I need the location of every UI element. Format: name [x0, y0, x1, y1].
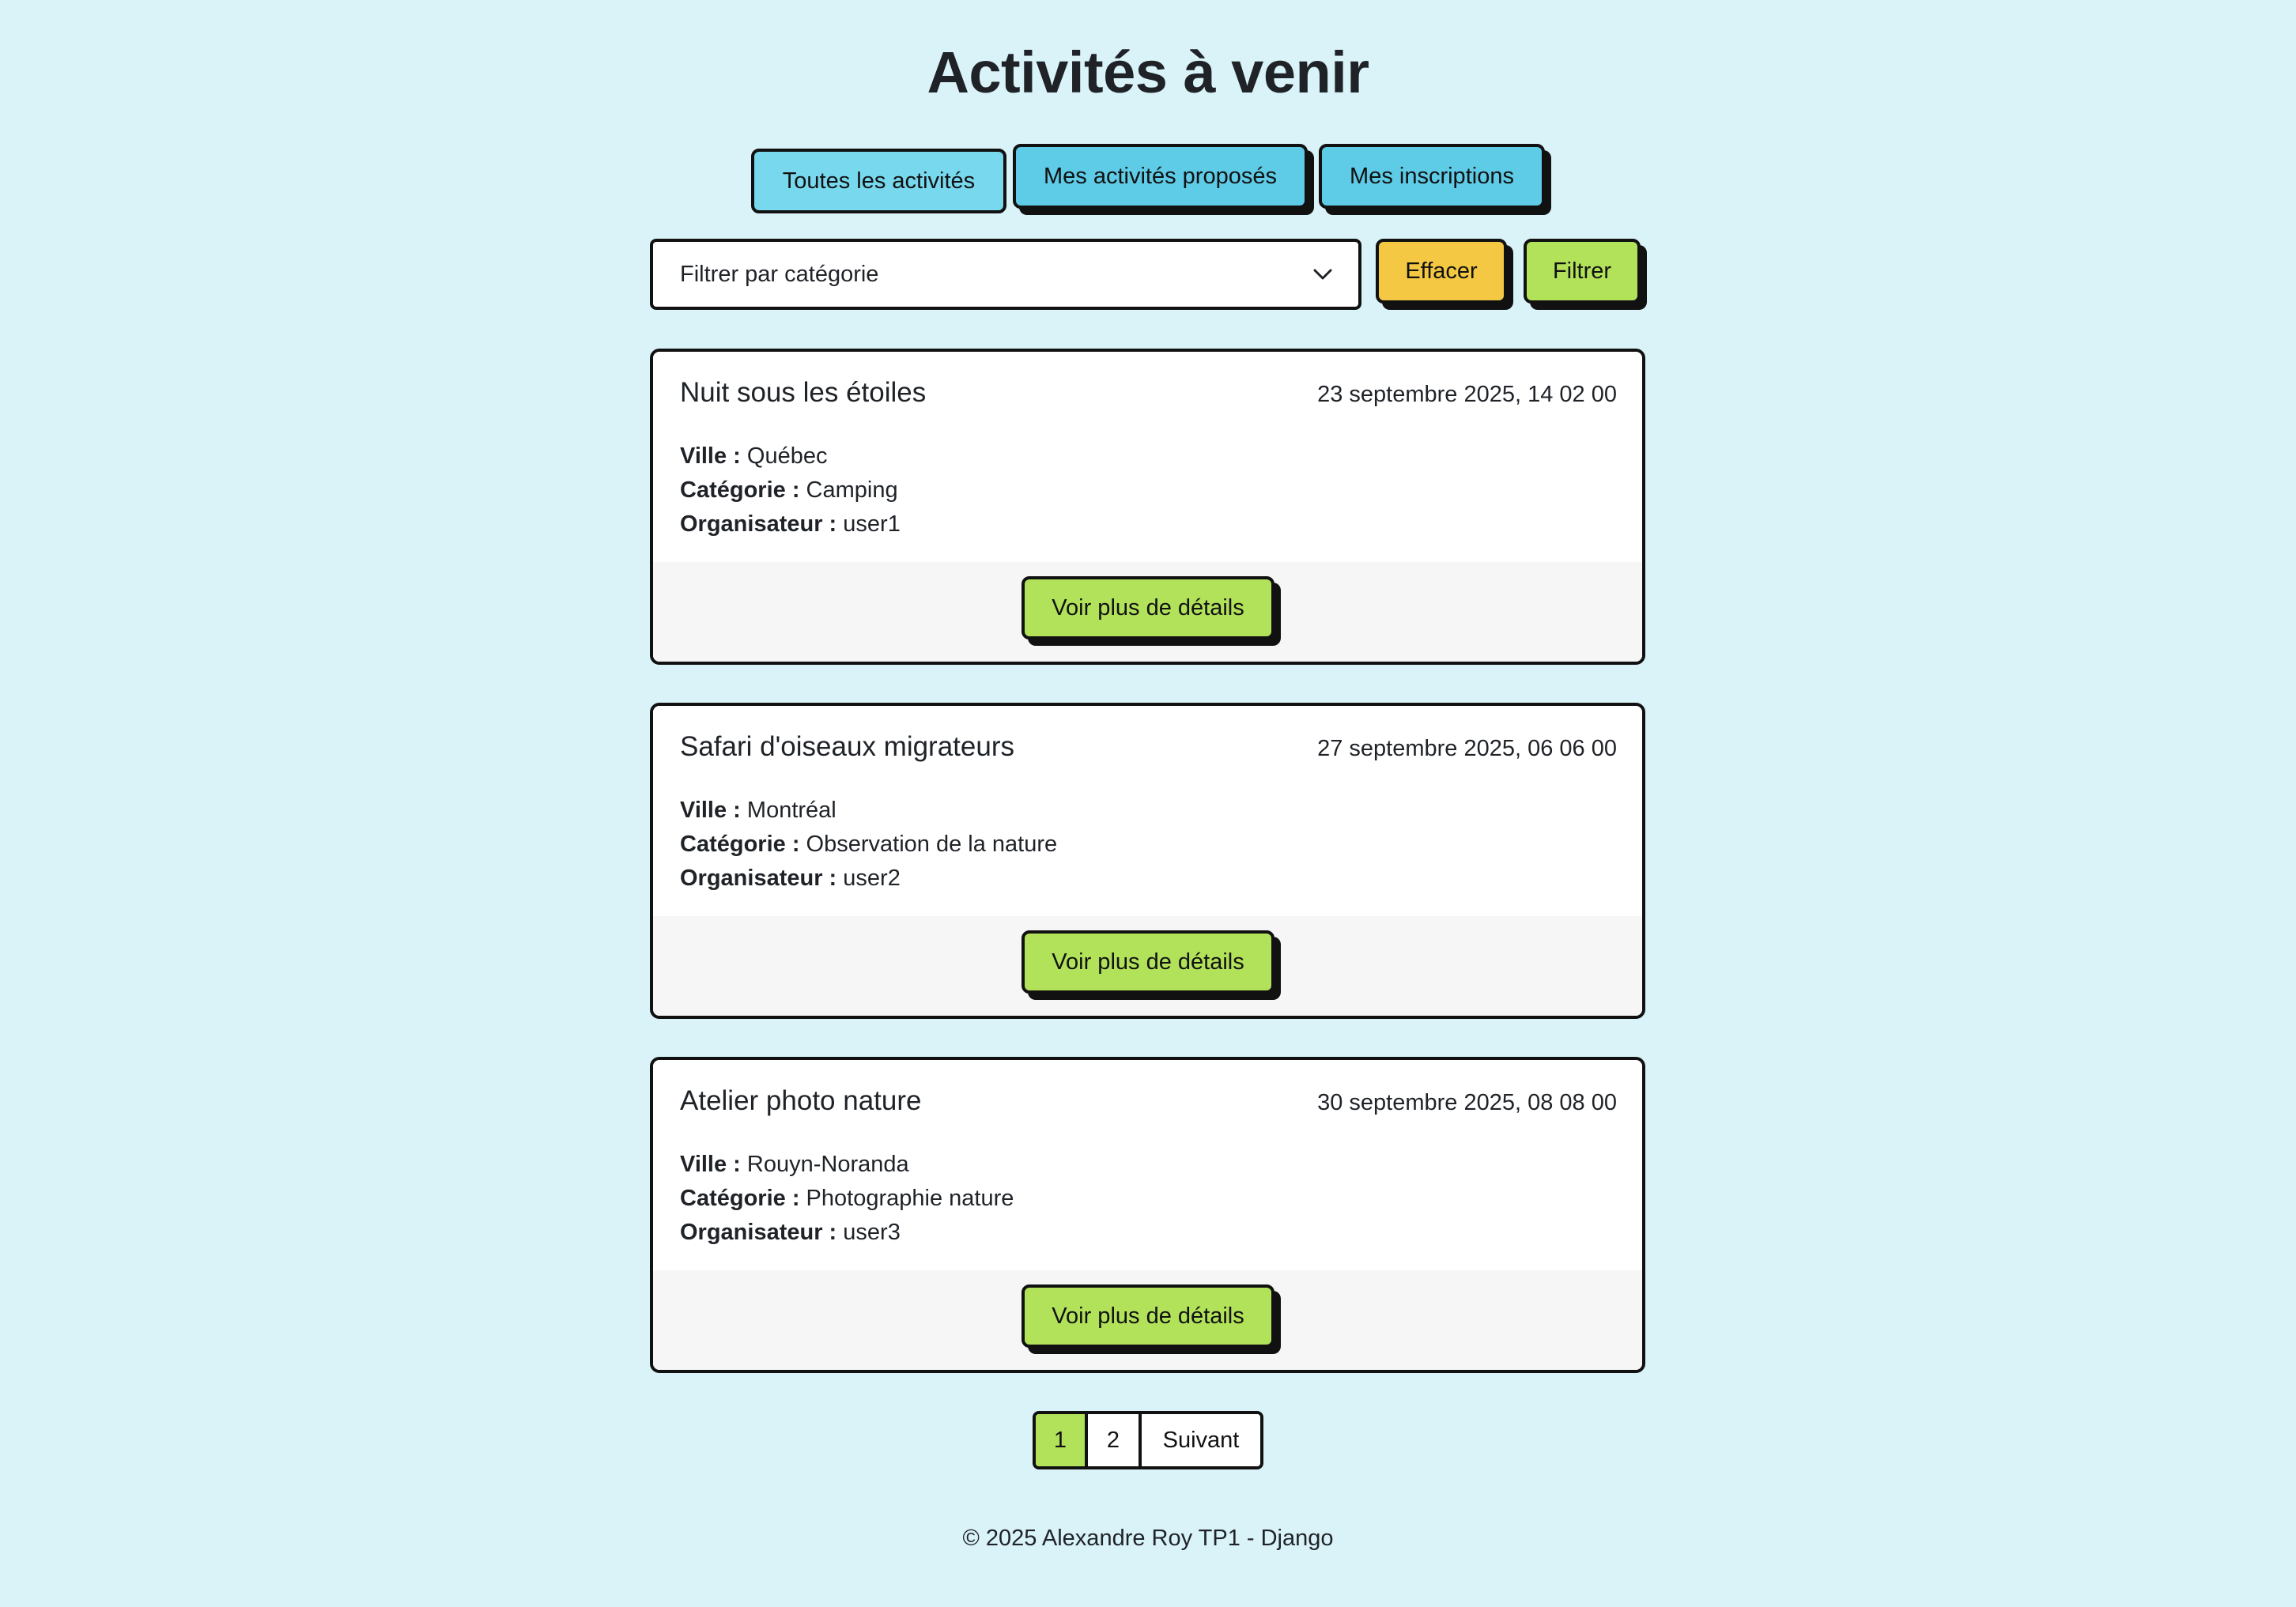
tab-all-activities[interactable]: Toutes les activités	[751, 149, 1006, 213]
page-title: Activités à venir	[927, 40, 1369, 105]
category-value: Camping	[806, 477, 898, 503]
footer-copyright: © 2025 Alexandre Roy TP1 - Django	[962, 1526, 1334, 1551]
activity-card-body	[653, 1060, 1642, 1273]
organizer-value: user1	[843, 511, 901, 537]
activity-city	[680, 442, 827, 470]
activity-card	[650, 349, 1645, 665]
organizer-label: Organisateur :	[680, 866, 837, 891]
organizer-label: Organisateur :	[680, 511, 837, 537]
activity-category	[680, 476, 898, 504]
category-value: Observation de la nature	[806, 832, 1058, 857]
tab-my-registrations[interactable]: Mes inscriptions	[1319, 144, 1545, 209]
activity-category	[680, 830, 1057, 858]
activity-date: 27 septembre 2025, 06 06 00	[1317, 736, 1617, 761]
activity-card-body	[653, 352, 1642, 565]
category-value: Photographie nature	[806, 1186, 1014, 1211]
activity-organizer	[680, 864, 901, 892]
city-label: Ville :	[680, 443, 741, 469]
filter-button[interactable]: Filtrer	[1524, 239, 1641, 304]
activity-title: Nuit sous les étoiles	[680, 377, 927, 408]
pagination	[1033, 1411, 1263, 1469]
city-label: Ville :	[680, 798, 741, 823]
city-value: Québec	[746, 443, 828, 469]
activity-card-footer	[653, 1270, 1642, 1370]
organizer-label: Organisateur :	[680, 1220, 837, 1245]
details-button[interactable]: Voir plus de détails	[1021, 1284, 1275, 1348]
activity-organizer	[680, 510, 901, 538]
activity-title: Atelier photo nature	[680, 1085, 922, 1116]
activity-card	[650, 1057, 1645, 1373]
organizer-value: user2	[843, 866, 901, 891]
activity-card-footer	[653, 916, 1642, 1016]
organizer-value: user3	[843, 1220, 901, 1245]
details-button[interactable]: Voir plus de détails	[1021, 576, 1275, 639]
category-label: Catégorie :	[680, 832, 800, 857]
activity-city	[680, 1150, 909, 1179]
chevron-down-icon	[1311, 262, 1335, 286]
activity-card-body	[653, 706, 1642, 919]
activity-category	[680, 1184, 1014, 1213]
activity-date: 30 septembre 2025, 08 08 00	[1317, 1090, 1617, 1115]
category-label: Catégorie :	[680, 1186, 800, 1211]
category-label: Catégorie :	[680, 477, 800, 503]
page-link-2[interactable]: 2	[1088, 1414, 1142, 1466]
activity-organizer	[680, 1218, 901, 1247]
category-filter-value: Filtrer par catégorie	[680, 261, 879, 287]
activity-card	[650, 703, 1645, 1019]
activity-card-footer	[653, 562, 1642, 662]
activity-city	[680, 796, 836, 824]
page-link-1[interactable]: 1	[1036, 1414, 1088, 1466]
activity-title: Safari d'oiseaux migrateurs	[680, 731, 1014, 762]
city-value: Rouyn-Noranda	[746, 1152, 909, 1177]
clear-button[interactable]: Effacer	[1376, 239, 1507, 304]
city-label: Ville :	[680, 1152, 741, 1177]
details-button[interactable]: Voir plus de détails	[1021, 930, 1275, 994]
category-filter-select[interactable]	[650, 239, 1361, 310]
activity-date: 23 septembre 2025, 14 02 00	[1317, 382, 1617, 407]
city-value: Montréal	[746, 798, 836, 823]
next-page-link[interactable]: Suivant	[1142, 1414, 1260, 1466]
tab-my-proposed-activities[interactable]: Mes activités proposés	[1013, 144, 1308, 209]
